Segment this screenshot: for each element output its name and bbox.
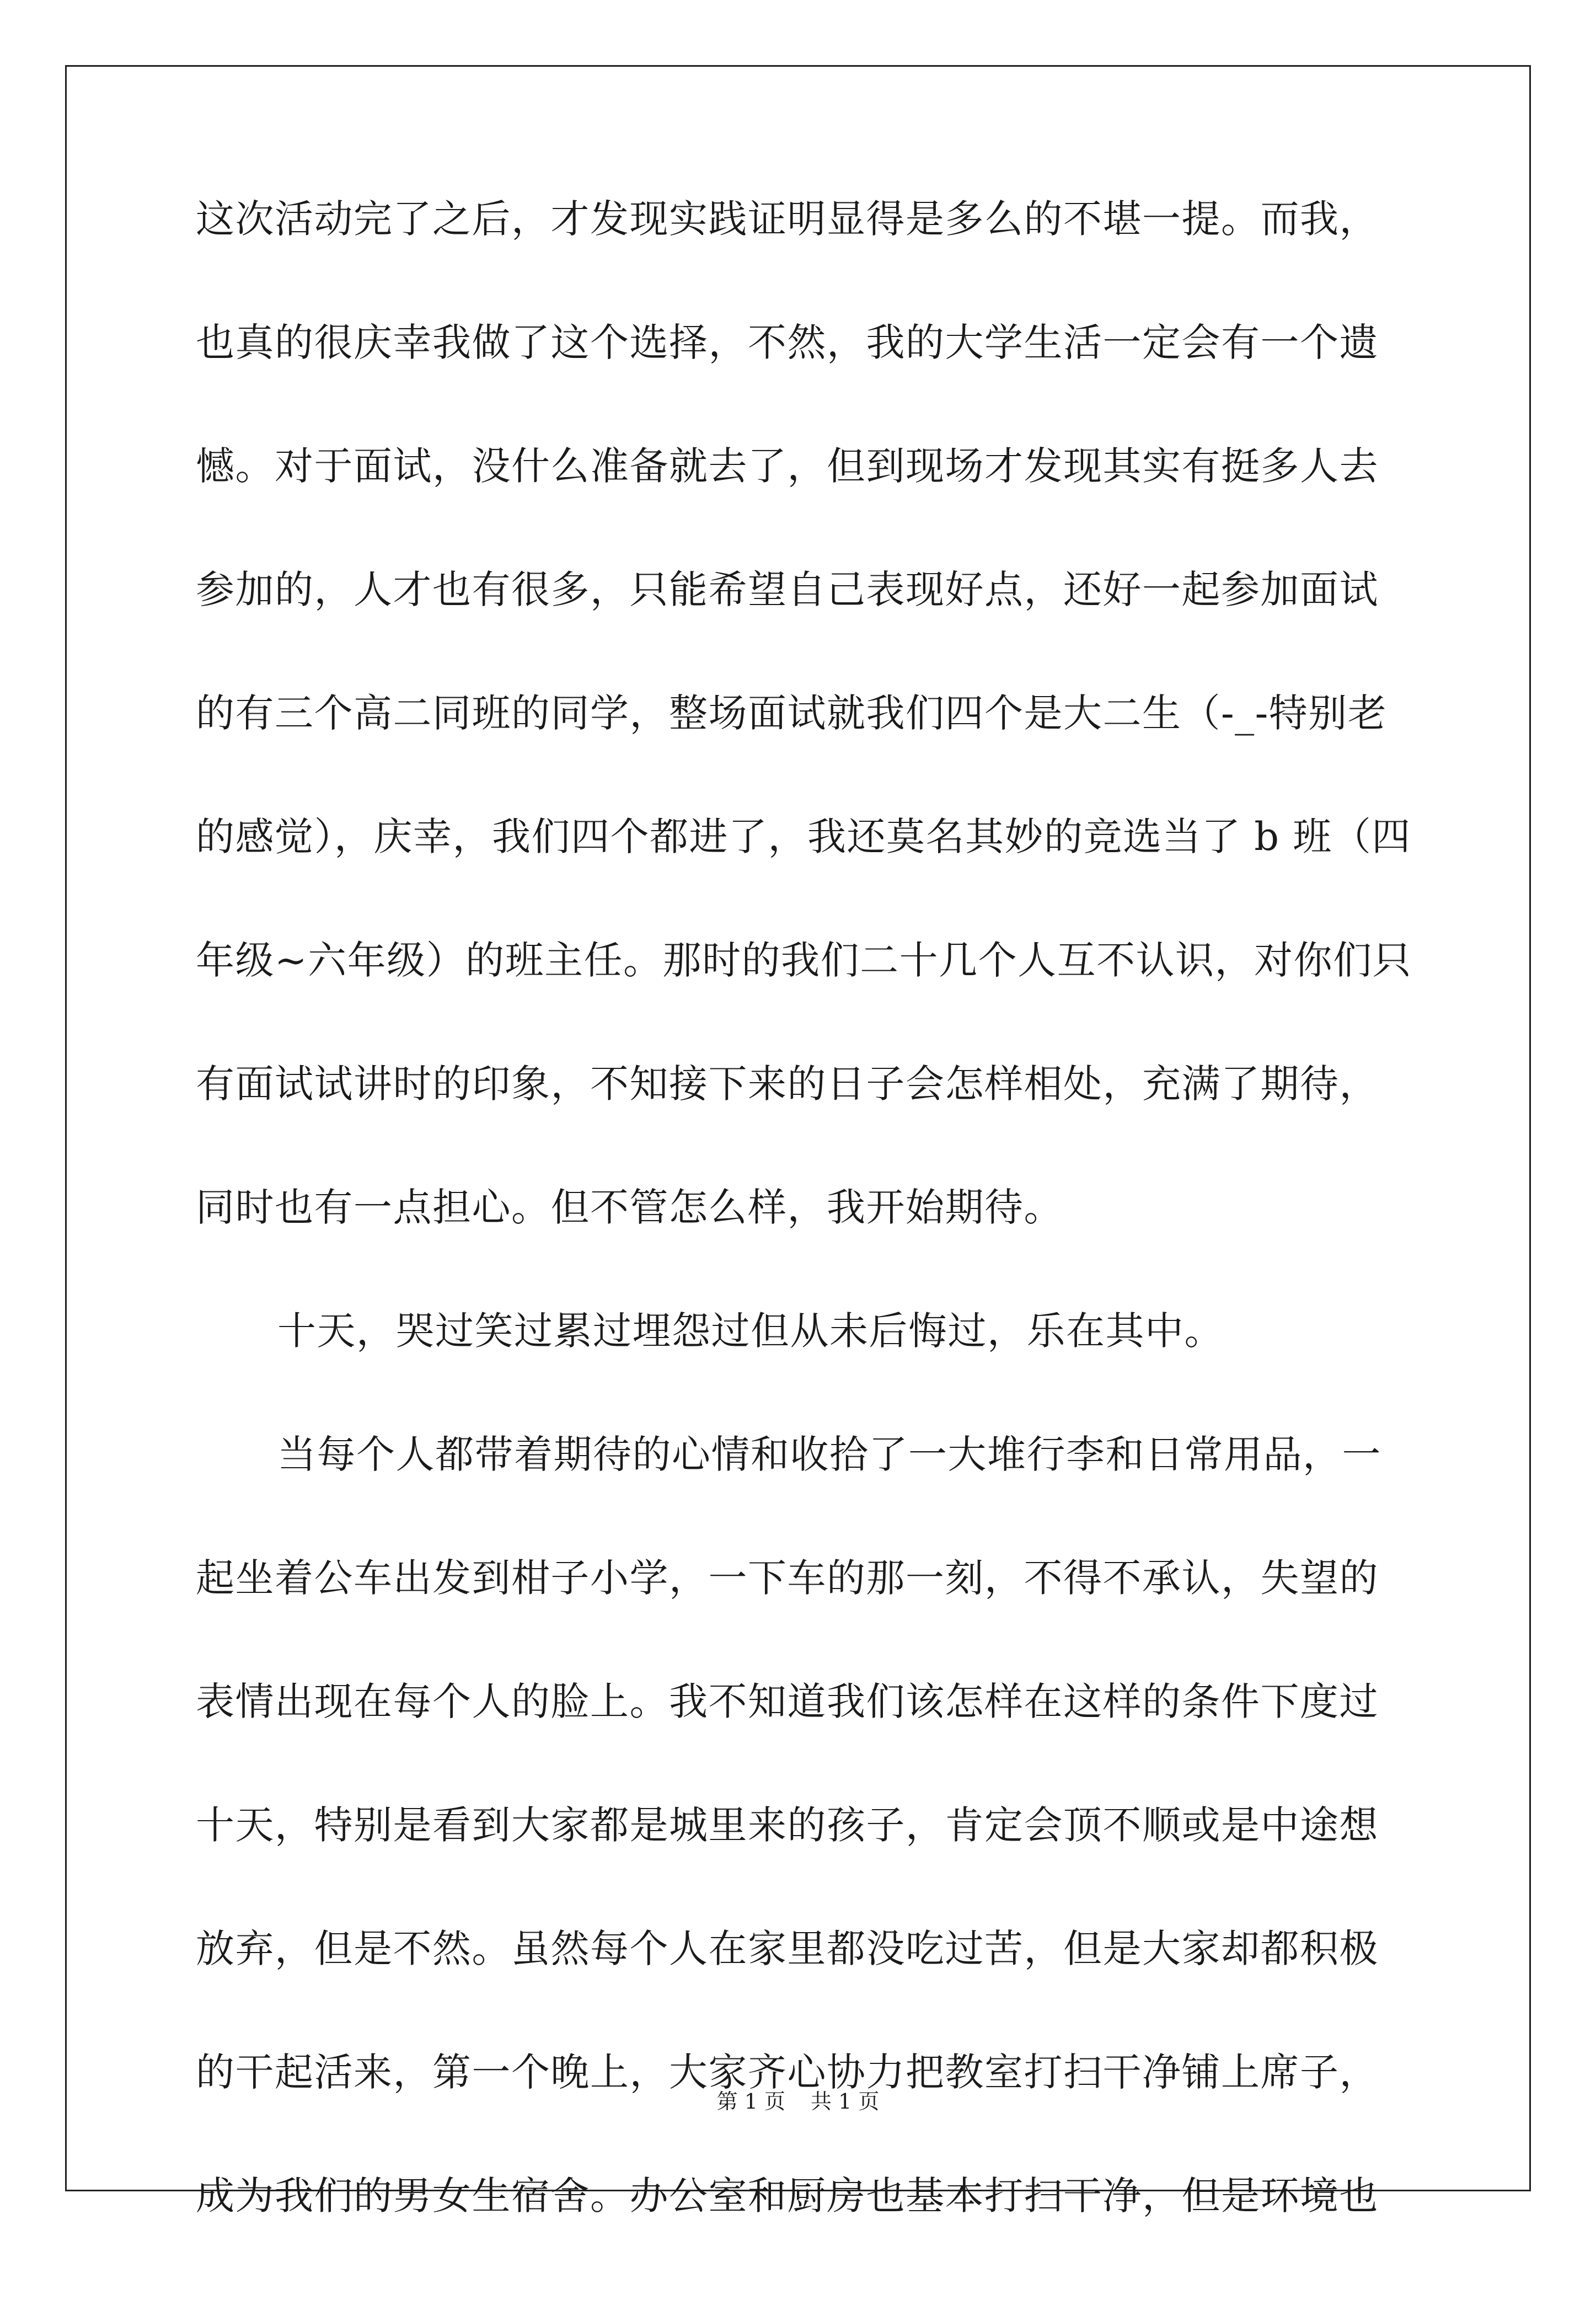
text-line: 十天，特别是看到大家都是城里来的孩子，肯定会顶不顺或是中途想: [196, 1802, 1379, 1848]
text-line: 参加的，人才也有很多，只能希望自己表现好点，还好一起参加面试: [196, 567, 1379, 612]
paragraph-start-line: 十天，哭过笑过累过埋怨过但从未后悔过，乐在其中。: [277, 1308, 1224, 1354]
page-number: 第 1 页: [716, 2089, 785, 2114]
text-line: 的干起活来，第一个晚上，大家齐心协力把教室打扫干净铺上席子，: [196, 2050, 1379, 2095]
text-line: 成为我们的男女生宿舍。办公室和厨房也基本打扫干净，但是环境也: [196, 2173, 1379, 2218]
text-line: 憾。对于面试，没什么准备就去了，但到现场才发现其实有挺多人去: [196, 443, 1379, 489]
text-line: 这次活动完了之后，才发现实践证明显得是多么的不堪一提。而我，: [196, 196, 1379, 242]
text-line: 放弃，但是不然。虽然每个人在家里都没吃过苦，但是大家却都积极: [196, 1926, 1379, 1971]
document-body: [196, 196, 1412, 2300]
paragraph-start-line: 当每个人都带着期待的心情和收拾了一大堆行李和日常用品，一: [277, 1432, 1381, 1477]
text-line: 年级~六年级）的班主任。那时的我们二十几个人互不认识，对你们只: [196, 938, 1412, 983]
text-line: 的有三个高二同班的同学，整场面试就我们四个是大二生（-_-特别老: [196, 691, 1388, 736]
page-total: 共 1 页: [811, 2089, 880, 2114]
text-line: 有面试试讲时的印象，不知接下来的日子会怎样相处，充满了期待，: [196, 1061, 1379, 1106]
text-line: 也真的很庆幸我做了这个选择，不然，我的大学生活一定会有一个遗: [196, 320, 1379, 365]
page-footer: [0, 2090, 1596, 2112]
text-line: 的感觉），庆幸，我们四个都进了，我还莫名其妙的竞选当了 b 班（四: [196, 814, 1411, 859]
text-line: 表情出现在每个人的脸上。我不知道我们该怎样在这样的条件下度过: [196, 1679, 1379, 1724]
text-line: 同时也有一点担心。但不管怎么样，我开始期待。: [196, 1185, 1063, 1230]
text-line: 起坐着公车出发到柑子小学，一下车的那一刻，不得不承认，失望的: [196, 1555, 1379, 1601]
